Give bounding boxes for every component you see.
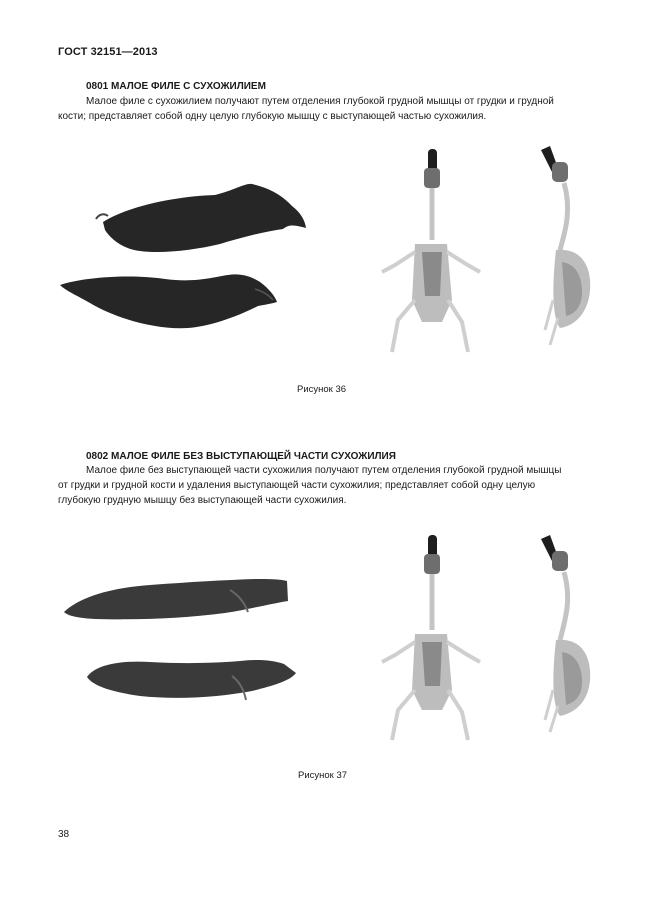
section-title-0802: 0802 МАЛОЕ ФИЛЕ БЕЗ ВЫСТУПАЮЩЕЙ ЧАСТИ СУХОЖИЛИЯ: [86, 451, 396, 462]
figure-37-caption: Рисунок 37: [298, 770, 348, 781]
paragraph-line: кости; представляет собой одну целую глубокую мышцу с выступающей частью сухожилия.: [58, 111, 487, 122]
paragraph-line: глубокую грудную мышцу без выступающей части сухожилия.: [58, 495, 347, 506]
page-number: 38: [58, 829, 70, 840]
paragraph-line: от грудки и грудной кости и удаления выступающей части сухожилия; представляет собой одну целую: [58, 480, 536, 491]
paragraph-line: Малое филе без выступающей части сухожилия получают путем отделения глубокой грудной мышцы: [86, 465, 562, 476]
section-title-0801: 0801 МАЛОЕ ФИЛЕ С СУХОЖИЛИЕМ: [86, 81, 266, 92]
figure-36-caption: Рисунок 36: [297, 384, 347, 395]
paragraph-line: Малое филе с сухожилием получают путем отделения глубокой грудной мышцы от грудки и грудной: [86, 96, 554, 107]
document-header: ГОСТ 32151—2013: [58, 46, 158, 58]
